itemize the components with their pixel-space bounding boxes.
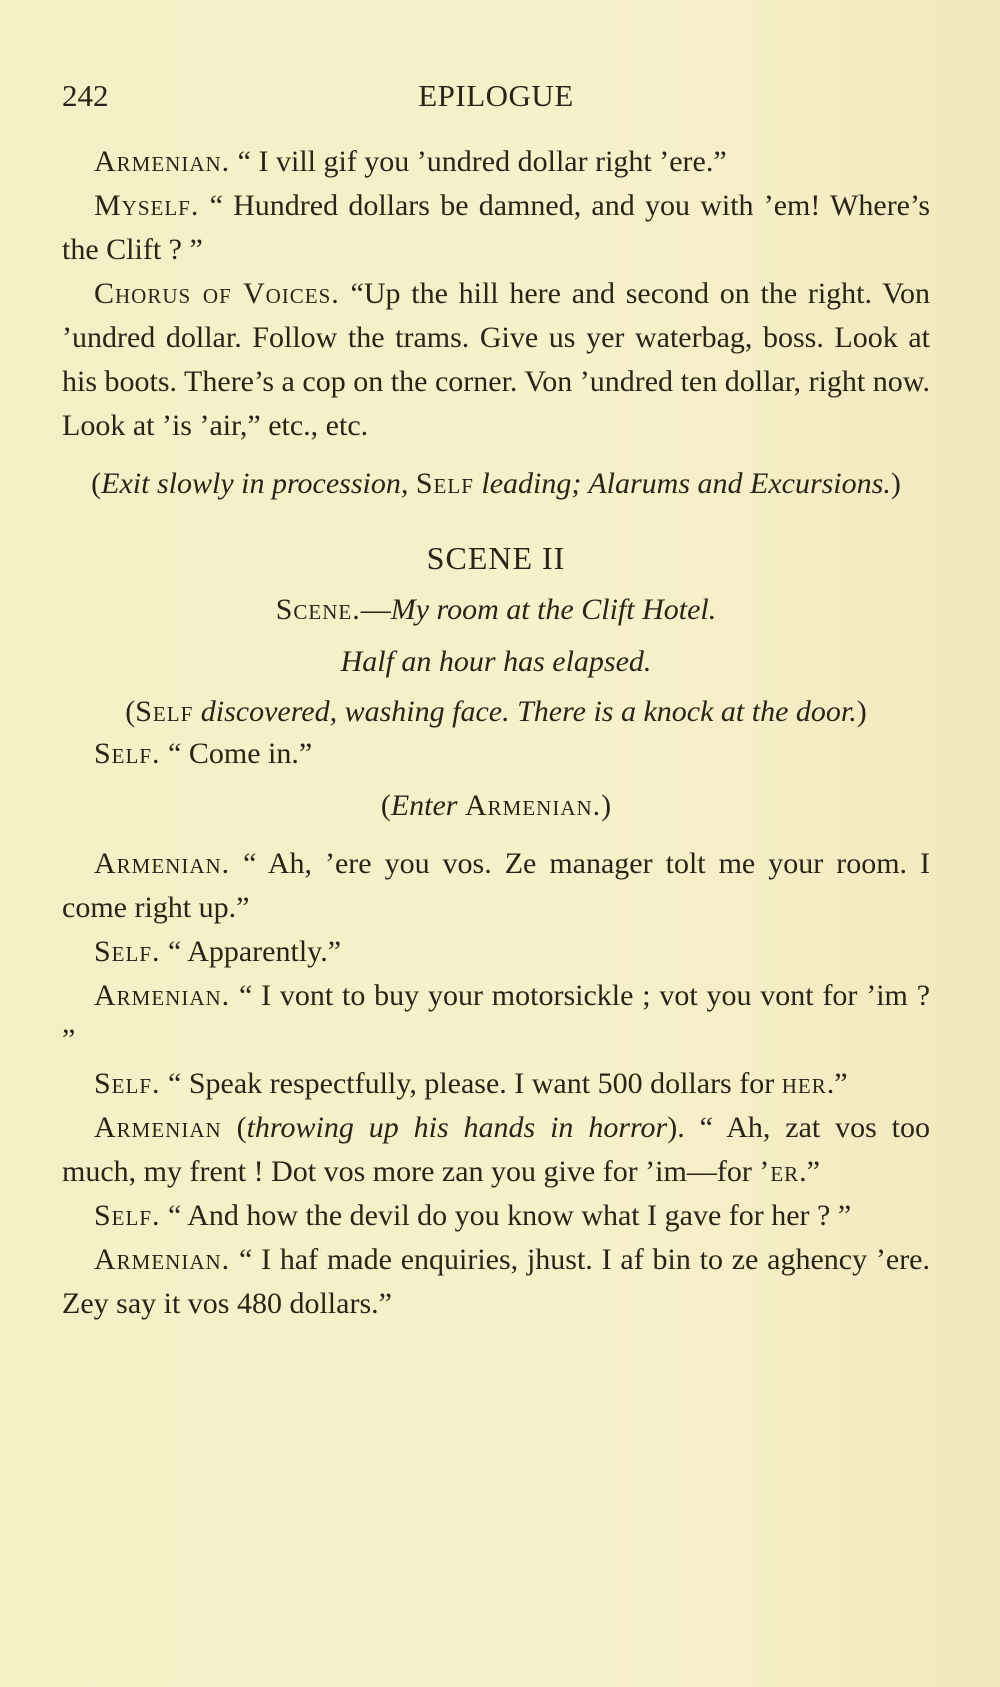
paren: ) bbox=[856, 695, 867, 728]
speech: “ Come in.” bbox=[168, 737, 313, 770]
paren: ( bbox=[125, 695, 136, 728]
dialogue-line bbox=[62, 140, 930, 184]
stage-text: Exit slowly in procession, bbox=[101, 467, 409, 500]
paren: ) bbox=[890, 467, 901, 500]
speech: “ Speak respectfully, please. I want 500 dollars for bbox=[168, 1067, 775, 1100]
stage-direction bbox=[62, 692, 930, 732]
dialogue-line bbox=[62, 842, 930, 930]
stage-text: discovered, washing face. There is a knock at the door. bbox=[200, 695, 857, 728]
speech: “ I vill gif you ’undred dollar right ’ere.” bbox=[237, 145, 727, 178]
running-title: EPILOGUE bbox=[418, 78, 574, 113]
scene-heading: SCENE II bbox=[426, 540, 566, 576]
speech-end: .” bbox=[826, 1067, 848, 1100]
dash: — bbox=[360, 593, 391, 626]
dialogue-line bbox=[62, 1194, 930, 1238]
stage-text: leading; Alarums and Excursions. bbox=[481, 467, 891, 500]
dialogue-line bbox=[62, 184, 930, 272]
speech: “ Ah, ’ere you vos. Ze manager tolt me your room. I come right up.” bbox=[62, 847, 931, 924]
speaker: Self. bbox=[94, 1067, 161, 1100]
speech: “ I vont to buy your motorsickle ; vot you vont for ’im ? ” bbox=[62, 979, 931, 1056]
dialogue-line bbox=[62, 974, 930, 1062]
speaker: Self. bbox=[94, 935, 161, 968]
speaker: Chorus of Voices. bbox=[94, 277, 340, 310]
character-name: Self bbox=[135, 695, 194, 728]
emphasis: her bbox=[781, 1067, 827, 1100]
dialogue-line bbox=[62, 272, 930, 448]
dialogue-line bbox=[62, 1062, 930, 1106]
paren: ). bbox=[667, 1111, 685, 1144]
stage-text: Enter bbox=[390, 789, 458, 822]
speaker: Armenian. bbox=[94, 145, 231, 178]
scene-location bbox=[62, 588, 930, 632]
speaker: Armenian. bbox=[94, 979, 231, 1012]
paren: ( bbox=[380, 789, 391, 822]
speech: “ I haf made enquiries, jhust. I af bin to ze aghency ’ere. Zey say it vos 480 dollars.” bbox=[62, 1243, 931, 1320]
speech: “ Hundred dollars be damned, and you with ’em! Where’s the Clift ? ” bbox=[62, 189, 931, 266]
page-body bbox=[62, 140, 930, 1326]
stage-direction bbox=[62, 784, 930, 828]
page-number: 242 bbox=[62, 78, 109, 113]
speech: “ And how the devil do you know what I gave for her ? ” bbox=[168, 1199, 852, 1232]
speaker: Myself. bbox=[94, 189, 200, 222]
speech-end: .” bbox=[799, 1155, 820, 1188]
speech: “ Apparently.” bbox=[168, 935, 342, 968]
paren: ( bbox=[236, 1111, 247, 1144]
page-header bbox=[62, 78, 930, 118]
scene-place: My room at the Clift Hotel. bbox=[390, 593, 717, 626]
stage-text: throwing up his hands in horror bbox=[246, 1111, 668, 1144]
speaker: Self. bbox=[94, 737, 161, 770]
scene-label: Scene. bbox=[275, 593, 361, 626]
speaker: Self. bbox=[94, 1199, 161, 1232]
dialogue-line bbox=[62, 732, 930, 776]
character-name: Armenian. bbox=[464, 789, 602, 822]
speech: “ Ah, zat vos too much, my frent ! Dot vos more zan you give for ’im—for bbox=[62, 1111, 931, 1188]
scene-time: Half an hour has elapsed. bbox=[340, 645, 652, 678]
emphasis: ’er bbox=[759, 1155, 800, 1188]
paren: ) bbox=[601, 789, 612, 822]
character-name: Self bbox=[415, 467, 474, 500]
paren: ( bbox=[91, 467, 102, 500]
dialogue-line bbox=[62, 1106, 930, 1194]
speaker: Armenian bbox=[94, 1111, 222, 1144]
stage-direction bbox=[62, 462, 930, 506]
dialogue-line bbox=[62, 1238, 930, 1326]
dialogue-line bbox=[62, 930, 930, 974]
speech: “Up the hill here and second on the right. Von ’undred dollar. Follow the trams. Give us yer waterbag, boss. Look at his boots. There’s a cop on the corner. Von ’undred ten dollar, right now. Look at ’is ’air,” etc., etc. bbox=[62, 277, 931, 442]
speaker: Armenian. bbox=[94, 1243, 231, 1276]
speaker: Armenian. bbox=[94, 847, 231, 880]
